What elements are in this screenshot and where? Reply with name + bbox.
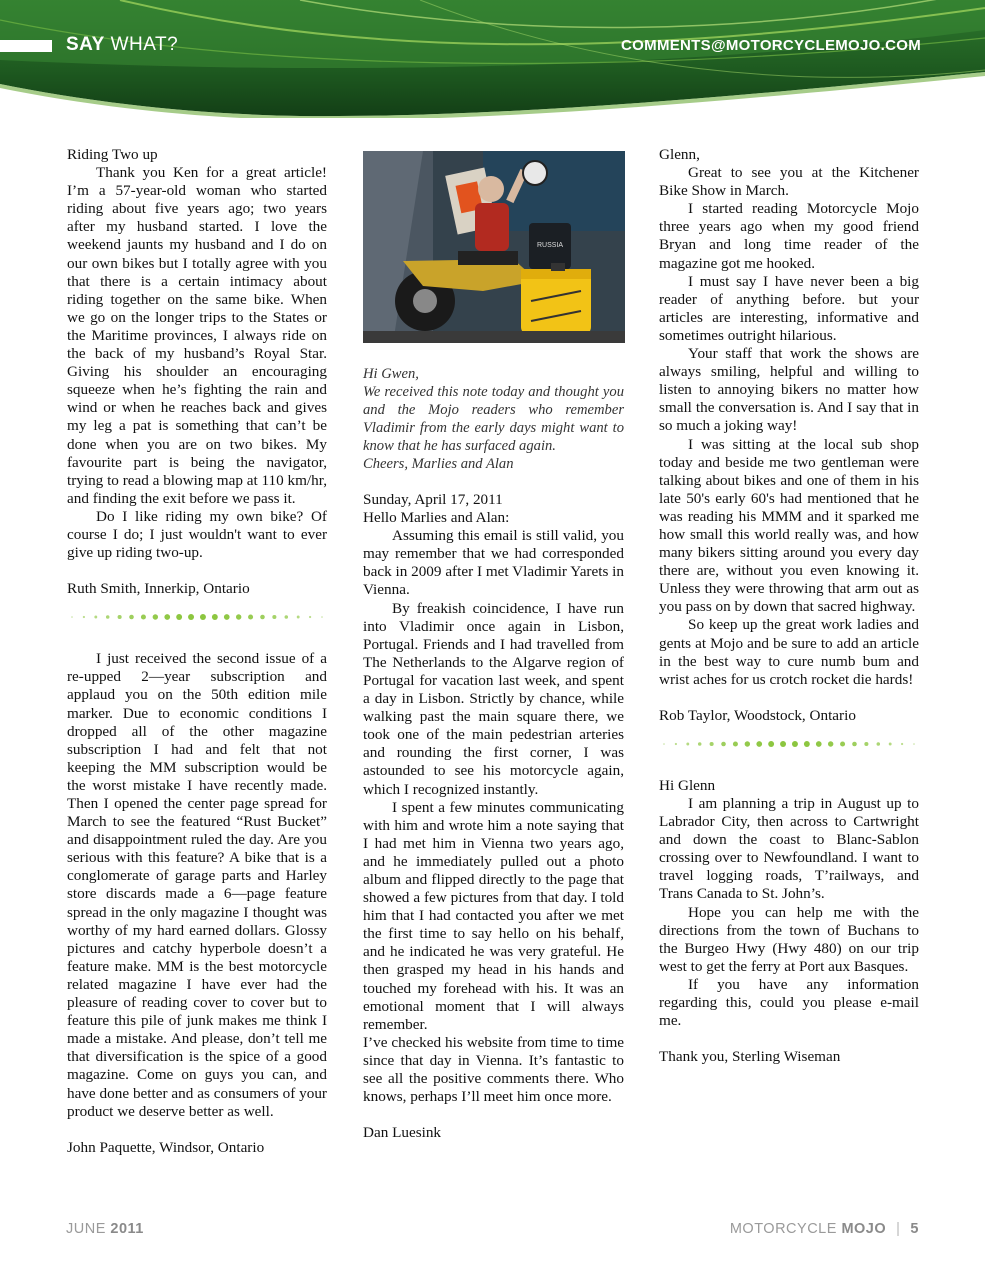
caption-line: We received this note today and thought you and the Mojo readers who remember Vladimir from the early days might want to know that he has surfaced again. (363, 384, 624, 454)
divider-dot (840, 741, 845, 746)
divider-dot (852, 742, 857, 747)
letter-paragraph: Great to see you at the Kitchener Bike Show in March. (659, 164, 919, 200)
caption-line: Hi Gwen, (363, 366, 419, 382)
letter-title: Riding Two up (67, 146, 158, 163)
footer-issue-date (66, 1221, 144, 1237)
divider-dot (675, 743, 677, 745)
comments-email-link[interactable]: COMMENTS@MOTORCYCLEMOJO.COM (621, 37, 921, 54)
letter-signature: Rob Taylor, Woodstock, Ontario (659, 706, 856, 724)
letter-greeting: Hello Marlies and Alan: (363, 509, 510, 527)
header-swoosh-graphic (0, 0, 985, 118)
caption-line: Cheers, Marlies and Alan (363, 456, 514, 472)
photo-caption (363, 365, 624, 473)
column-1 (67, 146, 327, 1157)
footer-year: 2011 (110, 1221, 144, 1237)
divider-dot (877, 742, 881, 746)
rider-with-motorcycle-photo (363, 151, 625, 343)
divider-dot (164, 614, 170, 620)
letter-paragraph: I started reading Motorcycle Mojo three years ago when my good friend Bryan and long time reader of the magazine got me hooked. (659, 200, 919, 272)
divider-dot (686, 742, 689, 745)
photo-illustration (363, 151, 625, 343)
dotted-divider (67, 608, 327, 626)
letter-date: Sunday, April 17, 2011 (363, 491, 503, 508)
divider-dot (129, 615, 134, 620)
divider-dot (141, 615, 146, 620)
letter-paragraph: If you have any information regarding this, could you please e-mail me. (659, 975, 919, 1030)
page-header (0, 0, 985, 118)
letter-paragraph: I spent a few minutes communicating with him and wrote him a note saying that I had met him in Vienna two years ago, and he immediately pulled out a photo album and flipped directly to the page that showed a few pictures from that day. I told him that I had contacted you after we met the first time to say hello on his behalf, and he indicated he was very grateful. He then grasped my head in his hands and touched my forehead with his. It was an emotional moment that I will always remember. (363, 798, 624, 1033)
divider-dot (733, 741, 738, 746)
divider-dot (106, 615, 110, 619)
divider-dot (309, 616, 311, 618)
divider-dot (864, 742, 868, 746)
divider-dot (745, 741, 750, 746)
dotted-divider-graphic (659, 735, 919, 753)
divider-dot (200, 614, 206, 620)
divider-dot (889, 742, 892, 745)
letter-paragraph: By freakish coincidence, I have run into Vladimir once again in Lisbon, Portugal. Friends and I had travelled from The Netherlands to the Algarve region of Portugal for vacation last week, and spent a day in Lisbon. Strictly by chance, while walking past the main square there, we took one of the main pedestrian arteries and rounding the first corner, I was astounded to see his motorcycle again, which I recognized instantly. (363, 599, 624, 798)
divider-dot (901, 743, 903, 745)
divider-dot (83, 616, 85, 618)
divider-dot (212, 614, 218, 620)
letter-signature: Thank you, Sterling Wiseman (659, 1048, 841, 1066)
letter-paragraph: I just received the second issue of a re-upped 2—year subscription and applaud you on the 50th edition mile marker. Due to economic conditions I dropped all of the other magazine subscription I had and felt that not keeping the MM subscription would be the worst mistake I have recently made. Then I opened the center page spread for March to see the featured “Rust Bucket” and disappointment ruled the day. Are you serious with this feature? A bike that is a conglomerate of garage parts and Harley store discards made a 6—page feature spread in the only magazine I thought was worthy of my hard earned dollars. Glossy pictures and catchy hyperbole doesn’t a feature make. MM is the best motorcycle related magazine I have ever had the pleasure of reading cover to cover but to feature this pile of junk makes me think I made a mistake. And please, don’t tell me that diversification is the spice of a good magazine. Come on guys you can, and have done better and as consumers of your product we deserve better as well. (67, 650, 327, 1120)
letter-paragraph: I was sitting at the local sub shop today and beside me two gentleman were talking about bikes and one of them in his late 50's early 60's had mentioned that he was reading his MMM and it sparked me how small this world really was, and how many bikers sitting around you every day there are, without you even knowing it. Unless they were throwing that arm out as you pass on by down that sacred highway. (659, 435, 919, 616)
divider-dot (913, 743, 915, 745)
divider-dot (816, 741, 822, 747)
footer-month: JUNE (66, 1221, 106, 1237)
divider-dot (297, 616, 300, 619)
footer-mag-name-light: MOTORCYCLE (729, 1221, 837, 1237)
footer-mag-name-bold: MOJO (841, 1221, 887, 1237)
divider-dot (272, 615, 276, 619)
divider-dot (224, 614, 230, 620)
section-title (66, 34, 178, 56)
letter-paragraph: Thank you Ken for a great article! I’m a 57-year-old woman who started riding about five years ago; two years after my husband started. I love the weekend jaunts my husband and I do on our own bikes but I totally agree with you that there is a certain intimacy about riding together on the same bike. When we go on the longer trips to the States or the Maritime provinces, I always ride on the back of my husband’s Royal Star. Giving his shoulder an encouraging squeeze when he’s fighting the rain and wind or when he reaches back and gives my leg a pat is something that can’t be done when you are on two bikes. My favourite part is being the navigator, trying to read a blowing map at 110 km/hr, and finding the exit before we pass it. (67, 164, 327, 507)
divider-dot (236, 615, 241, 620)
divider-dot (285, 615, 289, 619)
footer-magazine: MOTORCYCLE MOJO | 5 (729, 1221, 919, 1237)
divider-dot (756, 741, 762, 747)
page-number: 5 (910, 1221, 919, 1237)
divider-dot (188, 614, 194, 620)
letter-paragraph: I must say I have never been a big reader of anything before. but your articles are interesting, informative and sometimes outright hilarious. (659, 272, 919, 344)
letter-signature: John Paquette, Windsor, Ontario (67, 1138, 265, 1156)
divider-dot (768, 741, 774, 747)
letter-paragraph: I am planning a trip in August up to Labrador City, then across to Cartwright and down the coast to Blanc-Sablon crossing over to Newfoundland. I want to travel logging roads, T’railways, and Trans Canada to St. John’s. (659, 795, 919, 903)
section-title-bold: SAY (66, 34, 105, 55)
section-title-light: WHAT? (110, 34, 179, 55)
column-2 (363, 146, 624, 1142)
svg-text:RUSSIA: RUSSIA (536, 242, 564, 249)
divider-dot (260, 615, 265, 620)
letter-paragraph: Your staff that work the shows are always smiling, helpful and willing to listen to annoying bikers no matter how small the conversation is. And I say that in so much a joking way! (659, 345, 919, 435)
section-marker-bar (0, 40, 52, 52)
letter-paragraph: So keep up the great work ladies and gents at Mojo and be sure to add an article in the best way to cure numb bum and wrist aches for us crotch rocket die hards! (659, 616, 919, 688)
divider-dot (176, 614, 182, 620)
letter-paragraph: Assuming this email is still valid, you may remember that we had corresponded back in 2009 after I met Vladimir Yarets in Vienna. (363, 527, 624, 599)
divider-dot (94, 616, 97, 619)
letter-signature: Dan Luesink (363, 1124, 442, 1142)
divider-dot (248, 615, 253, 620)
dotted-divider (659, 735, 919, 753)
divider-dot (153, 615, 158, 620)
divider-dot (710, 742, 714, 746)
letter-paragraph: Do I like riding my own bike? Of course I do; I just wouldn't want to ever give up riding two-up. (67, 507, 327, 562)
divider-dot (792, 741, 798, 747)
dotted-divider-graphic (67, 608, 327, 626)
letter-greeting: Glenn, (659, 146, 700, 163)
divider-dot (804, 741, 810, 747)
divider-dot (698, 742, 702, 746)
letter-paragraph: I’ve checked his website from time to time since that day in Vienna. It’s fantastic to see all the positive comments there. Who knows, perhaps I’ll meet him once more. (363, 1033, 624, 1106)
column-3 (659, 146, 919, 1066)
divider-dot (780, 741, 786, 747)
divider-dot (118, 615, 122, 619)
letter-signature: Ruth Smith, Innerkip, Ontario (67, 580, 250, 598)
divider-dot (321, 616, 323, 618)
letter-greeting: Hi Glenn (659, 776, 716, 794)
divider-dot (828, 741, 833, 746)
divider-dot (71, 616, 73, 618)
divider-dot (663, 743, 665, 745)
letter-paragraph: Hope you can help me with the directions from the town of Buchans to the Burgeo Hwy (Hwy 480) on our trip west to get the ferry at Port aux Basques. (659, 903, 919, 975)
divider-dot (721, 742, 726, 747)
